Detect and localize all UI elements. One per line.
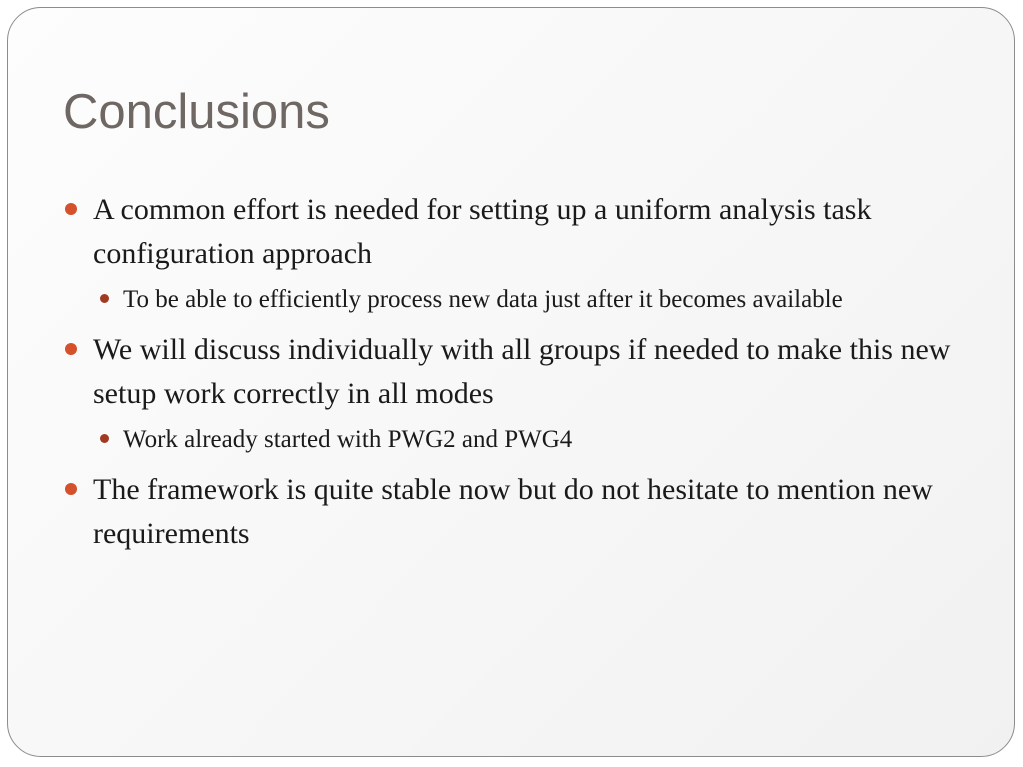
- bullet-text: We will discuss individually with all groups if needed to make this new setup work correctly in all modes: [93, 333, 951, 410]
- slide: [7, 7, 1015, 757]
- bullet-marker-icon: [65, 203, 77, 215]
- sub-bullet-item: [60, 280, 980, 320]
- bullet-list: [60, 188, 980, 566]
- bullet-marker-icon: [65, 483, 77, 495]
- bullet-marker-icon: [65, 343, 77, 355]
- sub-bullet-item: [60, 420, 980, 460]
- sub-bullet-text: Work already started with PWG2 and PWG4: [123, 426, 573, 453]
- sub-bullet-text: To be able to efficiently process new data just after it becomes available: [123, 286, 843, 313]
- bullet-item: [60, 188, 980, 276]
- bullet-item: [60, 328, 980, 416]
- sub-bullet-marker-icon: [100, 294, 109, 303]
- bullet-text: The framework is quite stable now but do not hesitate to mention new requirements: [93, 473, 933, 550]
- sub-bullet-marker-icon: [100, 434, 109, 443]
- bullet-text: A common effort is needed for setting up a uniform analysis task configuration approach: [93, 193, 872, 270]
- slide-title: Conclusions: [63, 85, 330, 139]
- bullet-item: [60, 468, 980, 556]
